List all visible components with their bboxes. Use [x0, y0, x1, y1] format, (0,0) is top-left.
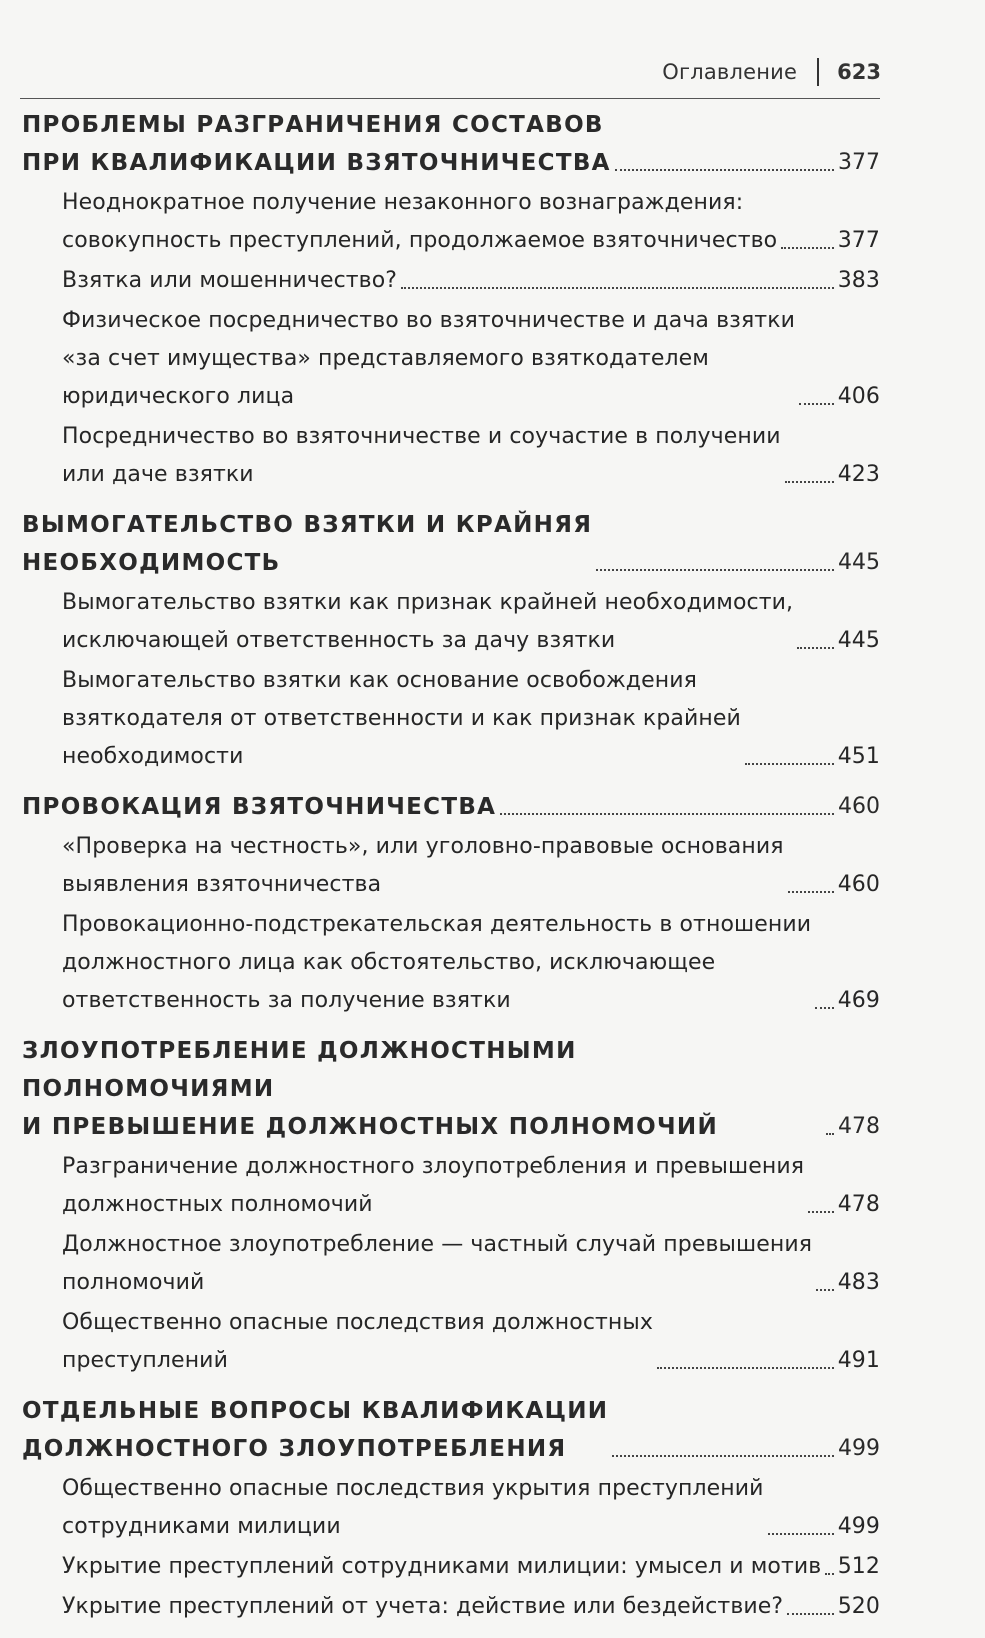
toc-page-number: 406: [837, 384, 880, 409]
toc-page-number: 483: [837, 1270, 880, 1295]
dot-leader: [799, 403, 834, 405]
toc-chapter-title-line: НЕОБХОДИМОСТЬ: [22, 550, 281, 576]
toc-subentry-title-line: Разграничение должностного злоупотребления и превышения: [62, 1154, 805, 1179]
dot-leader: [788, 891, 834, 893]
dot-leader: [657, 1367, 834, 1369]
toc-page-number: 520: [837, 1594, 880, 1619]
toc-page-number: 377: [837, 228, 880, 253]
table-of-contents: [22, 106, 880, 1638]
toc-subentry-title-line: Вымогательство взятки как признак крайней необходимости,: [62, 590, 794, 615]
toc-subentry-title: [62, 262, 397, 300]
dot-leader: [808, 1211, 834, 1213]
dot-leader: [612, 1455, 834, 1457]
dot-leader: [401, 287, 834, 289]
toc-subentry-title-line: Провокационно-подстрекательская деятельность в отношении: [62, 912, 812, 937]
toc-page-number: 499: [838, 1436, 880, 1461]
toc-subentry-title-line: Посредничество во взяточничестве и соучастие в получении: [62, 424, 781, 449]
toc-chapter-title: [22, 106, 611, 182]
toc-chapter-entry[interactable]: [22, 788, 880, 826]
toc-subentry-title: [62, 418, 781, 494]
toc-section: [22, 1392, 880, 1626]
toc-subentry-title: [62, 1148, 804, 1224]
dot-leader: [815, 1007, 834, 1009]
toc-subentry-title-line: должностных полномочий: [62, 1192, 373, 1217]
toc-subentry-title-line: Физическое посредничество во взяточничестве и дача взятки: [62, 308, 795, 333]
toc-chapter-title-line: И ПРЕВЫШЕНИЕ ДОЛЖНОСТНЫХ ПОЛНОМОЧИЙ: [22, 1114, 718, 1140]
toc-subentry-title: [62, 1226, 812, 1302]
toc-subentry-title-line: Взятка или мошенничество?: [62, 268, 398, 293]
toc-subentry-title: [62, 302, 795, 416]
toc-subentry-title-line: Укрытие преступлений сотрудниками милиции: умысел и мотив: [62, 1554, 822, 1579]
toc-subentry-title-line: необходимости: [62, 744, 244, 769]
dot-leader: [816, 1289, 834, 1291]
toc-page-number: 451: [837, 744, 880, 769]
toc-chapter-entry[interactable]: [22, 506, 880, 582]
toc-subentry[interactable]: [22, 1304, 880, 1380]
toc-subentry-title: [62, 1588, 783, 1626]
toc-chapter-title-line: ПРОБЛЕМЫ РАЗГРАНИЧЕНИЯ СОСТАВОВ: [22, 112, 604, 138]
toc-page-number: 491: [837, 1348, 880, 1373]
dot-leader: [615, 169, 834, 171]
toc-subentry[interactable]: [22, 662, 880, 776]
toc-chapter-title: [22, 1032, 822, 1146]
toc-page-number: 383: [837, 268, 880, 293]
toc-subentry-title: [62, 906, 811, 1020]
running-head-title: Оглавление: [662, 60, 798, 84]
toc-subentry-title-line: должностного лица как обстоятельство, исключающее: [62, 950, 716, 975]
toc-subentry-title-line: совокупность преступлений, продолжаемое взяточничество: [62, 228, 778, 253]
toc-subentry[interactable]: [22, 418, 880, 494]
running-head-separator: [817, 58, 819, 86]
toc-page-number: 423: [837, 462, 880, 487]
toc-subentry-title: [62, 1548, 821, 1586]
toc-page-number: 460: [838, 794, 880, 819]
toc-subentry-title-line: Общественно опасные последствия укрытия преступлений: [62, 1476, 764, 1501]
toc-page-number: 460: [837, 872, 880, 897]
toc-subentry-title: [62, 184, 777, 260]
toc-subentry-title: [62, 828, 784, 904]
toc-subentry[interactable]: [22, 1470, 880, 1546]
dot-leader: [500, 813, 834, 815]
toc-chapter-entry[interactable]: [22, 1032, 880, 1146]
toc-chapter-title-line: ПРИ КВАЛИФИКАЦИИ ВЗЯТОЧНИЧЕСТВА: [22, 150, 611, 176]
toc-subentry-title-line: «Проверка на честность», или уголовно-правовые основания: [62, 834, 784, 859]
toc-subentry[interactable]: [22, 1148, 880, 1224]
toc-chapter-title-line: ДОЛЖНОСТНОГО ЗЛОУПОТРЕБЛЕНИЯ: [22, 1436, 567, 1462]
toc-subentry-title-line: Должностное злоупотребление — частный случай превышения: [62, 1232, 813, 1257]
toc-subentry-title-line: Общественно опасные последствия должностных: [62, 1310, 654, 1335]
toc-chapter-title-line: ПРОВОКАЦИЯ ВЗЯТОЧНИЧЕСТВА: [22, 794, 497, 820]
toc-subentry-title-line: полномочий: [62, 1270, 205, 1295]
toc-subentry-title: [62, 662, 741, 776]
dot-leader: [797, 647, 834, 649]
toc-subentry-title: [62, 584, 793, 660]
toc-subentry-title-line: сотрудниками милиции: [62, 1514, 341, 1539]
toc-chapter-entry[interactable]: [22, 106, 880, 182]
dot-leader: [596, 569, 834, 571]
toc-subentry[interactable]: [22, 1588, 880, 1626]
toc-subentry[interactable]: [22, 828, 880, 904]
toc-page-number: 445: [838, 550, 880, 575]
toc-subentry-title-line: преступлений: [62, 1348, 228, 1373]
toc-page-number: 478: [838, 1114, 880, 1139]
toc-subentry[interactable]: [22, 302, 880, 416]
toc-subentry-title-line: взяткодателя от ответственности и как признак крайней: [62, 706, 741, 731]
toc-chapter-title-line: ЗЛОУПОТРЕБЛЕНИЕ ДОЛЖНОСТНЫМИ ПОЛНОМОЧИЯМИ: [22, 1038, 577, 1102]
toc-subentry-title-line: или даче взятки: [62, 462, 254, 487]
toc-chapter-title: [22, 1392, 608, 1468]
toc-section: [22, 1032, 880, 1380]
toc-subentry-title: [62, 1470, 764, 1546]
toc-chapter-title-line: ВЫМОГАТЕЛЬСТВО ВЗЯТКИ И КРАЙНЯЯ: [22, 512, 593, 538]
toc-chapter-title: [22, 506, 592, 582]
toc-chapter-title: [22, 788, 496, 826]
toc-subentry[interactable]: [22, 584, 880, 660]
dot-leader: [768, 1533, 834, 1535]
toc-page-number: 499: [837, 1514, 880, 1539]
toc-subentry[interactable]: [22, 1226, 880, 1302]
toc-section: [22, 106, 880, 494]
dot-leader: [785, 481, 834, 483]
dot-leader: [781, 247, 833, 249]
toc-subentry-title-line: «за счет имущества» представляемого взяткодателем: [62, 346, 710, 371]
toc-chapter-entry[interactable]: [22, 1392, 880, 1468]
dot-leader: [745, 763, 834, 765]
dot-leader: [826, 1133, 834, 1135]
toc-page-number: 512: [837, 1554, 880, 1579]
toc-subentry[interactable]: [22, 1548, 880, 1586]
toc-section: [22, 506, 880, 776]
toc-subentry-title: [62, 1304, 653, 1380]
toc-page-number: 478: [837, 1192, 880, 1217]
toc-page-number: 445: [837, 628, 880, 653]
toc-subentry-title-line: выявления взяточничества: [62, 872, 382, 897]
toc-subentry[interactable]: [22, 906, 880, 1020]
running-head-page-number: 623: [837, 60, 881, 84]
toc-page-number: 377: [838, 150, 880, 175]
toc-subentry-title-line: ответственность за получение взятки: [62, 988, 511, 1013]
toc-subentry-title-line: Вымогательство взятки как основание освобождения: [62, 668, 697, 693]
dot-leader: [825, 1573, 833, 1575]
toc-subentry-title-line: юридического лица: [62, 384, 295, 409]
running-head: [662, 58, 881, 86]
toc-subentry[interactable]: [22, 262, 880, 300]
dot-leader: [787, 1613, 834, 1615]
toc-section: [22, 788, 880, 1020]
toc-page-number: 469: [837, 988, 880, 1013]
toc-subentry[interactable]: [22, 184, 880, 260]
toc-subentry-title-line: исключающей ответственность за дачу взятки: [62, 628, 616, 653]
toc-subentry-title-line: Укрытие преступлений от учета: действие или бездействие?: [62, 1594, 784, 1619]
toc-subentry-title-line: Неоднократное получение незаконного вознаграждения:: [62, 190, 744, 215]
header-rule: [20, 98, 880, 99]
toc-chapter-title-line: ОТДЕЛЬНЫЕ ВОПРОСЫ КВАЛИФИКАЦИИ: [22, 1398, 609, 1424]
